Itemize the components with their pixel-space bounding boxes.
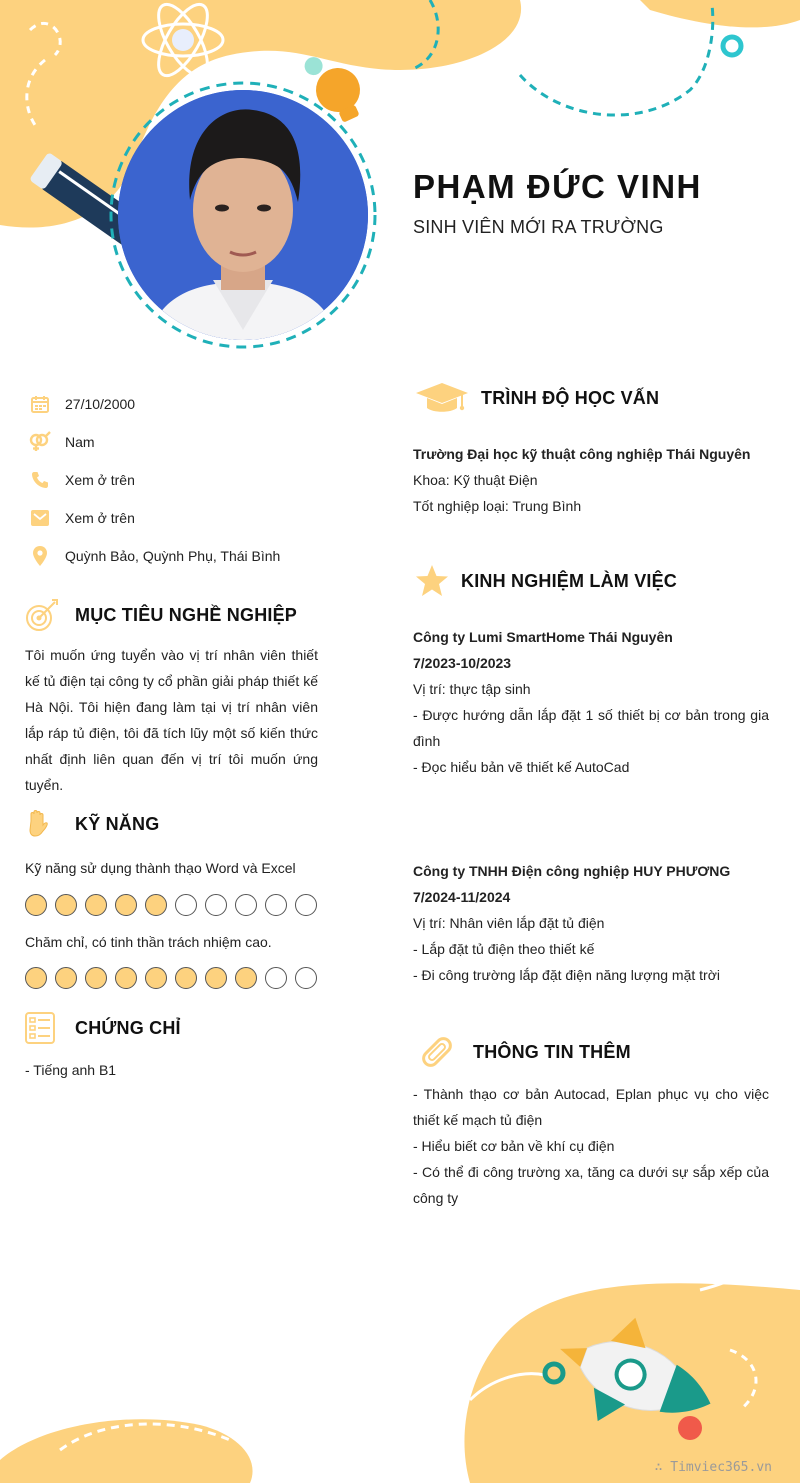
education-school: Trường Đại học kỹ thuật công nghiệp Thái Nguyên	[413, 446, 751, 462]
experience-heading	[415, 564, 677, 598]
skills-heading-text: KỸ NĂNG	[75, 813, 160, 834]
objective-heading	[25, 598, 297, 632]
job-company: Công ty TNHH Điện công nghiệp HUY PHƯƠNG	[413, 863, 731, 879]
rating-dot-filled	[175, 967, 197, 989]
contact-birthdate	[28, 385, 328, 423]
paperclip-icon	[415, 1030, 459, 1074]
checklist-icon	[25, 1012, 55, 1044]
rating-dot-empty	[295, 967, 317, 989]
extra-heading-text: THÔNG TIN THÊM	[473, 1041, 631, 1062]
contact-birthdate-value: 27/10/2000	[65, 396, 136, 412]
job-line: - Được hướng dẫn lắp đặt 1 số thiết bị cơ bản trong gia đình	[413, 707, 769, 749]
contact-gender	[28, 423, 328, 461]
rating-dot-empty	[175, 894, 197, 916]
rating-dot-filled	[85, 894, 107, 916]
job-line: - Lắp đặt tủ điện theo thiết kế	[413, 941, 595, 957]
avatar-frame	[108, 80, 378, 350]
rating-dot-filled	[115, 967, 137, 989]
star-icon	[415, 564, 449, 598]
job-line: - Đi công trường lắp đặt điện năng lượng mặt trời	[413, 967, 720, 983]
candidate-title: SINH VIÊN MỚI RA TRƯỜNG	[413, 217, 664, 237]
extra-line: - Thành thạo cơ bản Autocad, Eplan phục vụ cho việc thiết kế mạch tủ điện	[413, 1086, 769, 1128]
certificates-heading-text: CHỨNG CHỈ	[75, 1017, 181, 1038]
location-icon	[28, 544, 52, 568]
contact-address	[28, 537, 328, 575]
watermark: ∴ Timviec365.vn	[654, 1460, 772, 1475]
skill-rating	[25, 894, 317, 916]
objective-heading-text: MỤC TIÊU NGHỀ NGHIỆP	[75, 604, 298, 625]
candidate-name: PHẠM ĐỨC VINH	[413, 168, 702, 205]
job-line: - Đọc hiểu bản vẽ thiết kế AutoCad	[413, 759, 630, 775]
extra-line: - Hiểu biết cơ bản về khí cụ điện	[413, 1138, 615, 1154]
extra-line: - Có thể đi công trường xa, tăng ca dưới sự sắp xếp của công ty	[413, 1164, 769, 1206]
rating-dot-filled	[85, 967, 107, 989]
hand-icon	[25, 808, 51, 840]
contact-list	[28, 385, 328, 575]
calendar-icon	[28, 392, 52, 416]
job-period: 7/2023-10/2023	[413, 655, 512, 671]
avatar	[118, 90, 368, 340]
gender-icon	[28, 430, 52, 454]
footer-decoration	[0, 1250, 800, 1483]
job-period: 7/2024-11/2024	[413, 889, 511, 905]
skill-label: Chăm chỉ, có tinh thần trách nhiệm cao.	[25, 934, 272, 950]
experience-job	[413, 624, 769, 780]
rating-dot-filled	[25, 967, 47, 989]
education-line: Tốt nghiệp loại: Trung Bình	[413, 498, 582, 514]
email-icon	[28, 506, 52, 530]
objective-text: Tôi muốn ứng tuyển vào vị trí nhân viên thiết kế tủ điện tại công ty cổ phần giải pháp thiết kế Hà Nội. Tôi hiện đang làm tại vị trí nhân viên lắp ráp tủ điện, tôi đã tích lũy một số kiến thức nhất định liên quan đến vị trí tôi muốn ứng tuyển.	[25, 647, 318, 793]
certificates-text: - Tiếng anh B1	[25, 1062, 117, 1078]
experience-heading-text: KINH NGHIỆM LÀM VIỆC	[461, 570, 678, 591]
target-icon	[25, 598, 59, 632]
rating-dot-empty	[235, 894, 257, 916]
rating-dot-filled	[145, 894, 167, 916]
rating-dot-empty	[265, 894, 287, 916]
experience-job	[413, 858, 769, 988]
rating-dot-filled	[205, 967, 227, 989]
rating-dot-filled	[145, 967, 167, 989]
job-line: Vị trí: Nhân viên lắp đặt tủ điện	[413, 915, 605, 931]
contact-gender-value: Nam	[65, 434, 95, 450]
skill-label: Kỹ năng sử dụng thành thạo Word và Excel	[25, 860, 296, 876]
extra-block	[413, 1081, 769, 1211]
rating-dot-filled	[25, 894, 47, 916]
phone-icon	[28, 468, 52, 492]
contact-phone	[28, 461, 328, 499]
contact-address-value: Quỳnh Bảo, Quỳnh Phụ, Thái Bình	[65, 548, 281, 564]
rating-dot-empty	[265, 967, 287, 989]
rating-dot-filled	[235, 967, 257, 989]
education-heading-text: TRÌNH ĐỘ HỌC VẤN	[481, 387, 660, 408]
skill-rating	[25, 967, 317, 989]
extra-heading	[415, 1030, 631, 1074]
certificates-heading	[25, 1012, 181, 1044]
education-heading	[415, 380, 659, 416]
contact-email	[28, 499, 328, 537]
contact-phone-value: Xem ở trên	[65, 472, 135, 488]
job-line: Vị trí: thực tập sinh	[413, 681, 531, 697]
education-block	[413, 441, 769, 519]
rating-dot-filled	[115, 894, 137, 916]
graduation-cap-icon	[415, 380, 469, 416]
rating-dot-empty	[295, 894, 317, 916]
contact-email-value: Xem ở trên	[65, 510, 135, 526]
rating-dot-empty	[205, 894, 227, 916]
rating-dot-filled	[55, 967, 77, 989]
job-company: Công ty Lumi SmartHome Thái Nguyên	[413, 629, 673, 645]
skills-heading	[25, 808, 159, 840]
rating-dot-filled	[55, 894, 77, 916]
education-line: Khoa: Kỹ thuật Điện	[413, 472, 538, 488]
